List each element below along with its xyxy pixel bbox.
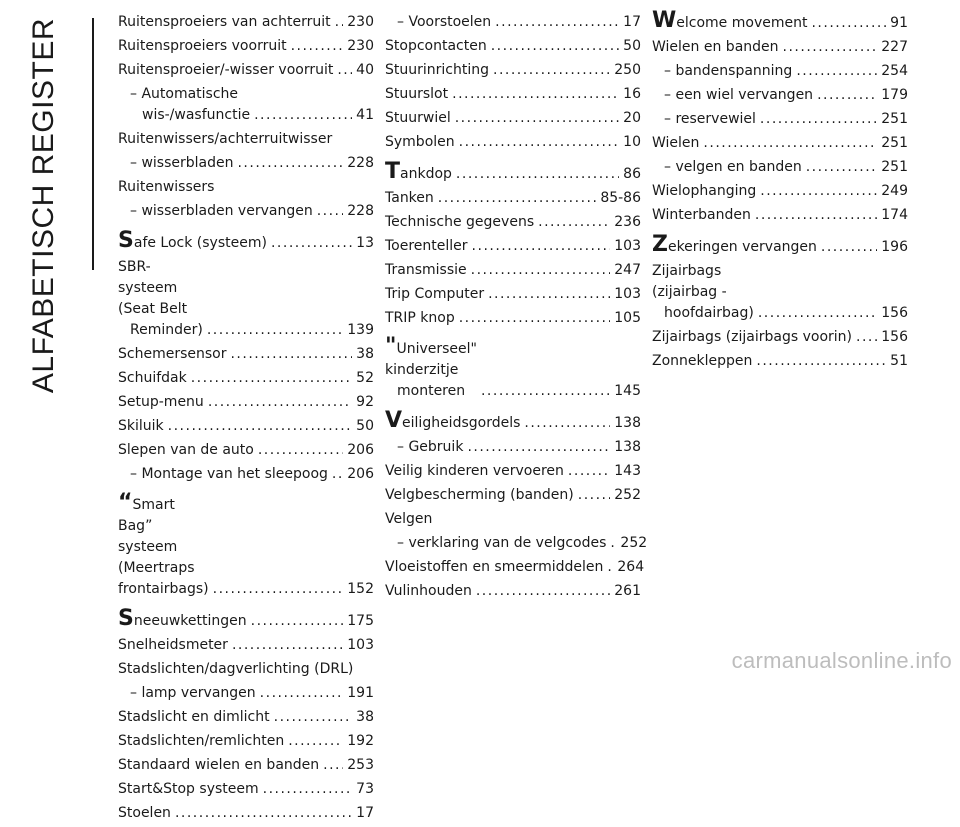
index-entry: Winterbanden ..... 174	[652, 205, 908, 226]
index-heading: Ruitenwissers	[118, 179, 215, 195]
index-subentry: – verklaring van de velgcodes ..... 252	[385, 533, 641, 554]
index-entry: Tanken ..... 85-86	[385, 188, 641, 209]
index-entry: Snelheidsmeter ..... 103	[118, 635, 374, 656]
index-column-1	[118, 12, 374, 827]
index-subentry: – een wiel vervangen ..... 179	[652, 85, 908, 106]
index-entry: Stuurslot ..... 16	[385, 84, 641, 105]
index-subentry: – velgen en banden ..... 251	[652, 157, 908, 178]
index-column-2	[385, 12, 648, 605]
index-entry: Vloeistoffen en smeermiddelen ..... 264	[385, 557, 641, 578]
index-entry: Schuifdak ..... 52	[118, 368, 374, 389]
letter-entry-s2: Sneeuwkettingen ..... 175	[118, 610, 374, 632]
index-entry: Zonnekleppen ..... 51	[652, 351, 908, 372]
index-entry: Trip Computer ..... 103	[385, 284, 641, 305]
index-entry: Stadslichten/remlichten ..... 192	[118, 731, 374, 752]
index-heading: Stadslichten/dagverlichting (DRL)	[118, 661, 354, 677]
index-entry: Stoelen ..... 17	[118, 803, 374, 824]
index-entry: Veilig kinderen vervoeren ..... 143	[385, 461, 641, 482]
index-entry: Toerenteller ..... 103	[385, 236, 641, 257]
index-entry: Ruitensproeiers voorruit ..... 230	[118, 36, 374, 57]
side-title-text: ALFABETISCH REGISTER	[27, 18, 60, 394]
index-entry: Slepen van de auto ..... 206	[118, 440, 374, 461]
letter-entry-quote: “Smart Bag” systeem (Meertraps frontairbags) ..... 152	[118, 495, 374, 600]
index-subentry: – Automatische wis-/wasfunctie ..... 41	[118, 84, 374, 126]
index-entry: Ruitensproeiers van achterruit ..... 230	[118, 12, 374, 33]
index-subentry: – lamp vervangen ..... 191	[118, 683, 374, 704]
index-entry: Standaard wielen en banden ..... 253	[118, 755, 374, 776]
index-entry: Schemersensor ..... 38	[118, 344, 374, 365]
index-subentry: – Voorstoelen ..... 17	[385, 12, 641, 33]
index-subentry: – wisserbladen vervangen ..... 228	[118, 201, 374, 222]
index-entry: Start&Stop systeem ..... 73	[118, 779, 374, 800]
side-title	[8, 18, 80, 394]
letter-entry-t: Tankdop ..... 86	[385, 163, 641, 185]
index-entry: Wielophanging ..... 249	[652, 181, 908, 202]
index-entry: Setup-menu ..... 92	[118, 392, 374, 413]
index-entry: Skiluik ..... 50	[118, 416, 374, 437]
letter-entry-s: Safe Lock (systeem) ..... 13	[118, 232, 374, 254]
index-entry: Wielen en banden ..... 227	[652, 37, 908, 58]
index-entry: Velgbescherming (banden) ..... 252	[385, 485, 641, 506]
index-subentry: – Gebruik ..... 138	[385, 437, 641, 458]
letter-entry-v: Veiligheidsgordels ..... 138	[385, 412, 641, 434]
index-subentry: – bandenspanning ..... 254	[652, 61, 908, 82]
index-entry: Symbolen ..... 10	[385, 132, 641, 153]
index-entry: Stuurinrichting ..... 250	[385, 60, 641, 81]
index-heading: Velgen	[385, 511, 433, 527]
index-entry: Zijairbags (zijairbags voorin) ..... 156	[652, 327, 908, 348]
index-entry: Ruitensproeier/-wisser voorruit ..... 40	[118, 60, 374, 81]
letter-entry-z: Zekeringen vervangen ..... 196	[652, 236, 908, 258]
index-subentry: – wisserbladen ..... 228	[118, 153, 374, 174]
index-subentry: – reservewiel ..... 251	[652, 109, 908, 130]
index-entry: Stopcontacten ..... 50	[385, 36, 641, 57]
index-entry: Vulinhouden ..... 261	[385, 581, 641, 602]
index-entry: Stuurwiel ..... 20	[385, 108, 641, 129]
index-entry: Stadslicht en dimlicht ..... 38	[118, 707, 374, 728]
index-heading: Ruitenwissers/achterruitwisser	[118, 131, 333, 147]
index-entry: Technische gegevens ..... 236	[385, 212, 641, 233]
index-entry: Transmissie ..... 247	[385, 260, 641, 281]
index-entry: SBR-systeem (Seat Belt Reminder) ..... 139	[118, 257, 374, 341]
index-entry: Wielen ..... 251	[652, 133, 908, 154]
index-column-3	[652, 8, 908, 375]
index-entry: TRIP knop ..... 105	[385, 308, 641, 329]
letter-entry-quote-u: "Universeel" kinderzitje monteren ..... 145	[385, 339, 641, 402]
index-entry: Zijairbags (zijairbag - hoofdairbag) ..... 156	[652, 261, 908, 324]
index-subentry: – Montage van het sleepoog ..... 206	[118, 464, 374, 485]
watermark: carmanualsonline.info	[731, 648, 952, 673]
side-divider	[92, 18, 94, 270]
letter-entry-w: Welcome movement ..... 91	[652, 12, 908, 34]
